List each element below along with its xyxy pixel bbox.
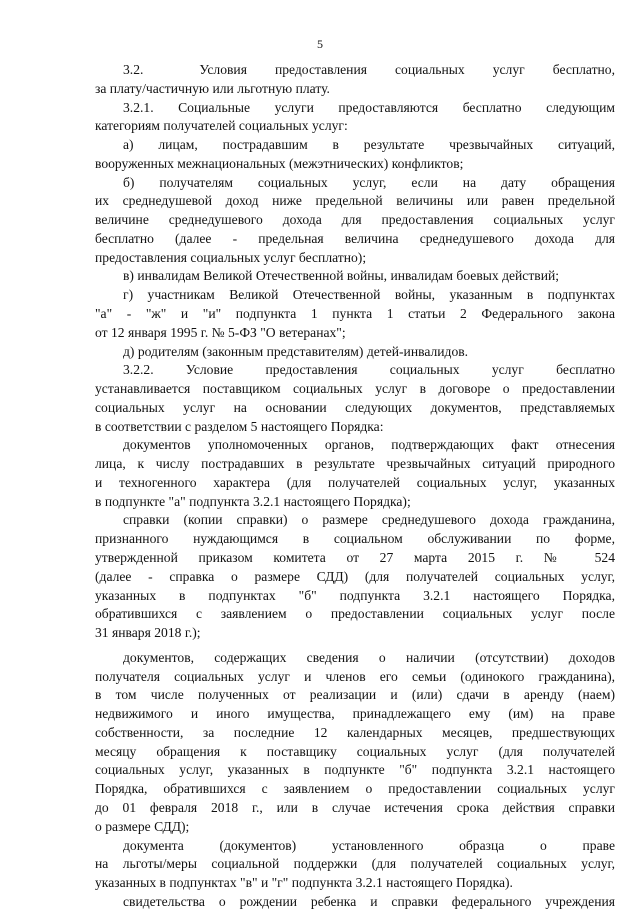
text-line: 3.2.1. Социальные услуги предоставляются бесплатно следующим <box>123 99 615 115</box>
text-line: г) участникам Великой Отечественной войны, указанным в подпунктах <box>123 287 615 303</box>
text-line: справки (копии справки) о размере среднедушевого дохода гражданина, <box>123 512 615 528</box>
text-line: устанавливается поставщиком социальных услуг в договоре о предоставлении <box>95 381 615 397</box>
text-line: собственности, за последние 12 календарных месяцев, предшествующих <box>95 724 615 740</box>
text-line: в) инвалидам Великой Отечественной войны, инвалидам боевых действий; <box>123 268 560 284</box>
text-line: признанного нуждающимся в социальном обслуживании по форме, <box>95 531 615 547</box>
text-line: и техногенного характера (для получателей социальных услуг, указанных <box>95 474 615 490</box>
text-line: свидетельства о рождении ребенка и справки федерального учреждения <box>123 893 615 909</box>
text-line: до 01 февраля 2018 г., или в случае истечения срока действия справки <box>95 800 615 816</box>
text-line: бесплатно (далее - предельная величина среднедушевого дохода для <box>95 230 615 246</box>
text-line: предоставления социальных услуг бесплатно); <box>95 249 367 265</box>
text-line: (далее - справка о размере СДД) (для получателей социальных услуг, <box>95 568 615 584</box>
text-line: их среднедушевой доход ниже предельной величины или равен предельной <box>95 193 615 209</box>
text-line: 31 января 2018 г.); <box>95 625 201 641</box>
text-line: недвижимого и иного имущества, принадлежащего ему (им) на праве <box>95 706 615 722</box>
text-line: величине среднедушевого дохода для предоставления социальных услуг <box>95 212 615 228</box>
text-line: от 12 января 1995 г. № 5-ФЗ "О ветеранах"; <box>95 324 346 340</box>
text-line: 3.2.2. Условие предоставления социальных услуг бесплатно <box>123 362 615 378</box>
text-line: в том числе полученных от реализации и (или) сдачи в аренду (наем) <box>95 687 615 703</box>
text-line: за плату/частичную или льготную плату. <box>95 80 330 96</box>
text-line: получателя социальных услуг и членов его семьи (одинокого гражданина), <box>95 668 615 684</box>
text-line: на льготы/меры социальной поддержки (для получателей социальных услуг, <box>95 856 615 872</box>
text-line: указанных в подпунктах "в" и "г" подпункта 3.2.1 настоящего Порядка). <box>95 875 513 891</box>
text-line: Порядка, обратившихся с заявлением о предоставлении социальных услуг <box>95 781 615 797</box>
text-line: "а" - "ж" и "и" подпункта 1 пункта 1 статьи 2 Федерального закона <box>95 306 615 321</box>
text-line: социальных услуг, указанных в подпункте "б" подпункта 3.2.1 настоящего <box>95 762 615 778</box>
text-line: указанных в подпунктах "б" подпункта 3.2.1 настоящего Порядка, <box>95 587 615 603</box>
text-line: б) получателям социальных услуг, если на дату обращения <box>123 174 615 190</box>
text-line: документов уполномоченных органов, подтверждающих факт отнесения <box>123 437 615 453</box>
text-line: а) лицам, пострадавшим в результате чрезвычайных ситуаций, <box>123 137 615 153</box>
text-line: категориям получателей социальных услуг: <box>95 118 348 134</box>
text-line: утвержденной приказом комитета от 27 марта 2015 г. № 524 <box>95 550 615 566</box>
text-line: в подпункте "а" подпункта 3.2.1 настоящего Порядка); <box>95 493 411 509</box>
text-line: о размере СДД); <box>95 818 190 834</box>
text-line: 3.2. Условия предоставления социальных услуг бесплатно, <box>123 62 615 77</box>
text-line: документов, содержащих сведения о наличии (отсутствии) доходов <box>123 649 615 665</box>
text-line: в соответствии с разделом 5 настоящего Порядка: <box>95 418 384 434</box>
text-line: д) родителям (законным представителям) детей-инвалидов. <box>123 343 469 359</box>
text-line: документа (документов) установленного образца о праве <box>123 837 615 853</box>
text-line: лица, к числу пострадавших в результате чрезвычайных ситуаций природного <box>95 456 615 472</box>
text-line: месяцу обращения к поставщику социальных услуг (для получателей <box>95 743 615 759</box>
text-line: вооруженных межнациональных (межэтнических) конфликтов; <box>95 155 464 171</box>
text-line: социальных услуг на основании следующих документов, представляемых <box>95 399 615 415</box>
text-line: обратившихся с заявлением о предоставлении социальных услуг после <box>95 606 615 622</box>
page-number: 5 <box>317 37 323 51</box>
